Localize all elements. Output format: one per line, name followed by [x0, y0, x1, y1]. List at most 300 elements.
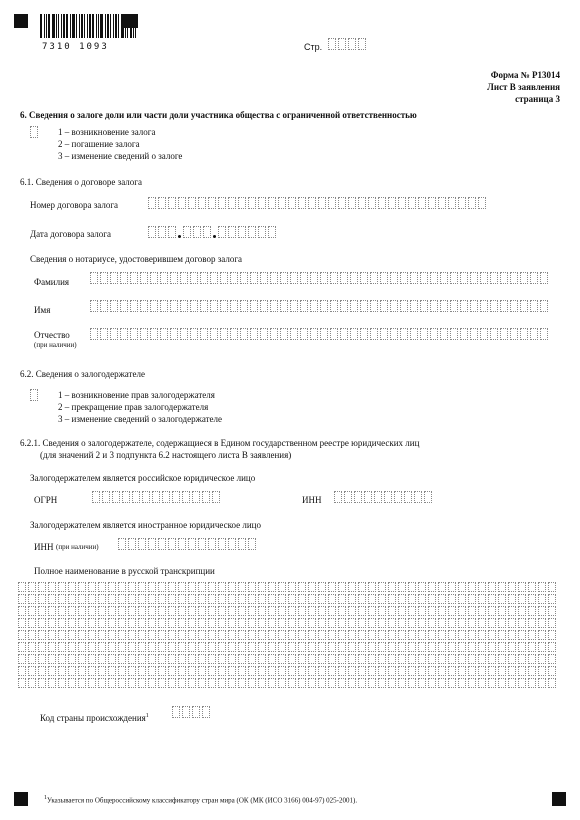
- input-cell[interactable]: [248, 630, 256, 640]
- input-cell[interactable]: [390, 328, 398, 340]
- input-cell[interactable]: [298, 678, 306, 688]
- input-cell[interactable]: [220, 328, 228, 340]
- input-cell[interactable]: [280, 300, 288, 312]
- input-cell[interactable]: [360, 272, 368, 284]
- input-cell[interactable]: [158, 666, 166, 676]
- input-cell[interactable]: [338, 606, 346, 616]
- input-cell[interactable]: [248, 538, 256, 550]
- input-cell[interactable]: [138, 642, 146, 652]
- input-cell[interactable]: [328, 606, 336, 616]
- input-cell[interactable]: [288, 642, 296, 652]
- input-cell[interactable]: [102, 491, 110, 503]
- input-cell[interactable]: [228, 618, 236, 628]
- input-cell[interactable]: [488, 654, 496, 664]
- input-cell[interactable]: [358, 582, 366, 592]
- page-number-cells[interactable]: [328, 38, 368, 50]
- input-cell[interactable]: [258, 666, 266, 676]
- input-cell[interactable]: [520, 328, 528, 340]
- input-cell[interactable]: [178, 642, 186, 652]
- input-cell[interactable]: [310, 300, 318, 312]
- input-cell[interactable]: [458, 618, 466, 628]
- input-cell[interactable]: [148, 630, 156, 640]
- input-cell[interactable]: [138, 630, 146, 640]
- input-cell[interactable]: [358, 666, 366, 676]
- input-cell[interactable]: [192, 491, 200, 503]
- input-cell[interactable]: [170, 328, 178, 340]
- input-cell[interactable]: [508, 678, 516, 688]
- input-cell[interactable]: [548, 618, 556, 628]
- input-cell[interactable]: [208, 606, 216, 616]
- input-cell[interactable]: [120, 272, 128, 284]
- input-cell[interactable]: [200, 272, 208, 284]
- input-cell[interactable]: [88, 642, 96, 652]
- input-cell[interactable]: [120, 328, 128, 340]
- input-cell[interactable]: [438, 642, 446, 652]
- input-cell[interactable]: [140, 272, 148, 284]
- input-cell[interactable]: [172, 491, 180, 503]
- input-cell[interactable]: [380, 272, 388, 284]
- input-cell[interactable]: [278, 642, 286, 652]
- input-cell[interactable]: [548, 630, 556, 640]
- input-cell[interactable]: [528, 642, 536, 652]
- input-cell[interactable]: [168, 594, 176, 604]
- input-cell[interactable]: [508, 642, 516, 652]
- input-cell[interactable]: [548, 582, 556, 592]
- input-cell[interactable]: [88, 618, 96, 628]
- input-cell[interactable]: [368, 197, 376, 209]
- input-cell[interactable]: [458, 678, 466, 688]
- input-cell[interactable]: [508, 666, 516, 676]
- input-cell[interactable]: [348, 678, 356, 688]
- input-cell[interactable]: [278, 582, 286, 592]
- input-cell[interactable]: [418, 654, 426, 664]
- input-cell[interactable]: [358, 606, 366, 616]
- input-cell[interactable]: [188, 654, 196, 664]
- input-cell[interactable]: [338, 594, 346, 604]
- input-cell[interactable]: [368, 666, 376, 676]
- input-cell[interactable]: [158, 606, 166, 616]
- input-cell[interactable]: [138, 582, 146, 592]
- input-cell[interactable]: [478, 654, 486, 664]
- input-cell[interactable]: [148, 197, 156, 209]
- input-cell[interactable]: [538, 666, 546, 676]
- input-cell[interactable]: [18, 606, 26, 616]
- input-cell[interactable]: [428, 654, 436, 664]
- input-cell[interactable]: [48, 618, 56, 628]
- input-cell[interactable]: [330, 272, 338, 284]
- input-cell[interactable]: [198, 606, 206, 616]
- input-cell[interactable]: [518, 606, 526, 616]
- input-cell[interactable]: [68, 654, 76, 664]
- input-cell[interactable]: [98, 666, 106, 676]
- input-cell[interactable]: [258, 654, 266, 664]
- input-cell[interactable]: [268, 642, 276, 652]
- input-cell[interactable]: [158, 630, 166, 640]
- input-cell[interactable]: [480, 300, 488, 312]
- input-cell[interactable]: [90, 272, 98, 284]
- input-cell[interactable]: [230, 328, 238, 340]
- input-cell[interactable]: [158, 594, 166, 604]
- input-cell[interactable]: [268, 630, 276, 640]
- input-cell[interactable]: [320, 328, 328, 340]
- input-cell[interactable]: [358, 678, 366, 688]
- input-cell[interactable]: [414, 491, 422, 503]
- input-cell[interactable]: [228, 606, 236, 616]
- input-cell[interactable]: [178, 538, 186, 550]
- input-cell[interactable]: [28, 606, 36, 616]
- input-cell[interactable]: [268, 654, 276, 664]
- input-cell[interactable]: [318, 606, 326, 616]
- input-cell[interactable]: [78, 630, 86, 640]
- input-cell[interactable]: [88, 594, 96, 604]
- input-cell[interactable]: [180, 272, 188, 284]
- input-cell[interactable]: [18, 642, 26, 652]
- name-cells[interactable]: [90, 300, 550, 312]
- input-cell[interactable]: [450, 272, 458, 284]
- input-cell[interactable]: [378, 197, 386, 209]
- input-cell[interactable]: [320, 272, 328, 284]
- input-cell[interactable]: [208, 618, 216, 628]
- input-cell[interactable]: [498, 666, 506, 676]
- input-cell[interactable]: [418, 678, 426, 688]
- input-cell[interactable]: [318, 678, 326, 688]
- input-cell[interactable]: [288, 666, 296, 676]
- input-cell[interactable]: [288, 678, 296, 688]
- input-cell[interactable]: [508, 582, 516, 592]
- input-cell[interactable]: [530, 272, 538, 284]
- input-cell[interactable]: [128, 594, 136, 604]
- foreign-inn-cells[interactable]: [118, 538, 258, 550]
- input-cell[interactable]: [440, 328, 448, 340]
- input-cell[interactable]: [240, 272, 248, 284]
- input-cell[interactable]: [388, 678, 396, 688]
- input-cell[interactable]: [158, 618, 166, 628]
- input-cell[interactable]: [350, 300, 358, 312]
- input-cell[interactable]: [110, 272, 118, 284]
- input-cell[interactable]: [438, 618, 446, 628]
- input-cell[interactable]: [168, 630, 176, 640]
- ogrn-cells[interactable]: [92, 491, 222, 503]
- input-cell[interactable]: [88, 666, 96, 676]
- input-cell[interactable]: [358, 642, 366, 652]
- input-cell[interactable]: [538, 642, 546, 652]
- input-cell[interactable]: [518, 594, 526, 604]
- input-cell[interactable]: [288, 654, 296, 664]
- input-cell[interactable]: [58, 606, 66, 616]
- input-cell[interactable]: [328, 582, 336, 592]
- input-cell[interactable]: [518, 678, 526, 688]
- input-cell[interactable]: [468, 618, 476, 628]
- input-cell[interactable]: [368, 618, 376, 628]
- input-cell[interactable]: [208, 666, 216, 676]
- input-cell[interactable]: [58, 654, 66, 664]
- input-cell[interactable]: [28, 666, 36, 676]
- input-cell[interactable]: [162, 491, 170, 503]
- input-cell[interactable]: [340, 300, 348, 312]
- input-cell[interactable]: [188, 197, 196, 209]
- input-cell[interactable]: [38, 618, 46, 628]
- input-cell[interactable]: [518, 654, 526, 664]
- input-cell[interactable]: [418, 197, 426, 209]
- input-cell[interactable]: [230, 300, 238, 312]
- input-cell[interactable]: [328, 678, 336, 688]
- input-cell[interactable]: [388, 618, 396, 628]
- contract-number-cells[interactable]: [148, 197, 488, 209]
- input-cell[interactable]: [398, 594, 406, 604]
- input-cell[interactable]: [188, 606, 196, 616]
- input-cell[interactable]: [130, 300, 138, 312]
- input-cell[interactable]: [228, 666, 236, 676]
- input-cell[interactable]: [28, 630, 36, 640]
- input-cell[interactable]: [188, 642, 196, 652]
- input-cell[interactable]: [400, 272, 408, 284]
- input-cell[interactable]: [168, 538, 176, 550]
- input-cell[interactable]: [468, 642, 476, 652]
- input-cell[interactable]: [430, 272, 438, 284]
- input-cell[interactable]: [18, 594, 26, 604]
- input-cell[interactable]: [368, 678, 376, 688]
- input-cell[interactable]: [428, 666, 436, 676]
- input-cell[interactable]: [108, 666, 116, 676]
- input-cell[interactable]: [268, 594, 276, 604]
- input-cell[interactable]: [48, 594, 56, 604]
- input-cell[interactable]: [318, 654, 326, 664]
- input-cell[interactable]: [448, 654, 456, 664]
- input-cell[interactable]: [208, 642, 216, 652]
- input-cell[interactable]: [268, 606, 276, 616]
- input-cell[interactable]: [118, 654, 126, 664]
- input-cell[interactable]: [178, 618, 186, 628]
- input-cell[interactable]: [250, 272, 258, 284]
- input-cell[interactable]: [278, 666, 286, 676]
- input-cell[interactable]: [298, 594, 306, 604]
- input-cell[interactable]: [218, 582, 226, 592]
- input-cell[interactable]: [168, 678, 176, 688]
- input-cell[interactable]: [132, 491, 140, 503]
- input-cell[interactable]: [348, 642, 356, 652]
- input-cell[interactable]: [428, 197, 436, 209]
- input-cell[interactable]: [308, 630, 316, 640]
- input-cell[interactable]: [398, 606, 406, 616]
- input-cell[interactable]: [368, 606, 376, 616]
- input-cell[interactable]: [260, 328, 268, 340]
- input-cell[interactable]: [448, 630, 456, 640]
- input-cell[interactable]: [98, 582, 106, 592]
- input-cell[interactable]: [168, 197, 176, 209]
- input-cell[interactable]: [430, 300, 438, 312]
- input-cell[interactable]: [78, 654, 86, 664]
- input-cell[interactable]: [448, 197, 456, 209]
- input-cell[interactable]: [438, 594, 446, 604]
- input-cell[interactable]: [548, 606, 556, 616]
- input-cell[interactable]: [528, 582, 536, 592]
- input-cell[interactable]: [308, 197, 316, 209]
- input-cell[interactable]: [478, 642, 486, 652]
- input-cell[interactable]: [338, 642, 346, 652]
- input-cell[interactable]: [518, 582, 526, 592]
- input-cell[interactable]: [508, 630, 516, 640]
- input-cell[interactable]: [240, 328, 248, 340]
- input-cell[interactable]: [98, 618, 106, 628]
- input-cell[interactable]: [158, 678, 166, 688]
- input-cell[interactable]: [100, 272, 108, 284]
- input-cell[interactable]: [218, 594, 226, 604]
- input-cell[interactable]: [228, 642, 236, 652]
- input-cell[interactable]: [490, 300, 498, 312]
- input-cell[interactable]: [328, 594, 336, 604]
- input-cell[interactable]: [468, 666, 476, 676]
- input-cell[interactable]: [438, 666, 446, 676]
- contract-date-cells[interactable]: [148, 226, 278, 238]
- input-cell[interactable]: [328, 197, 336, 209]
- input-cell[interactable]: [388, 582, 396, 592]
- input-cell[interactable]: [448, 582, 456, 592]
- input-cell[interactable]: [388, 654, 396, 664]
- input-cell[interactable]: [90, 300, 98, 312]
- input-cell[interactable]: [360, 300, 368, 312]
- input-cell[interactable]: [358, 197, 366, 209]
- input-cell[interactable]: [298, 618, 306, 628]
- input-cell[interactable]: [398, 654, 406, 664]
- input-cell[interactable]: [528, 666, 536, 676]
- input-cell[interactable]: [488, 606, 496, 616]
- input-cell[interactable]: [192, 706, 200, 718]
- input-cell[interactable]: [68, 678, 76, 688]
- input-cell[interactable]: [182, 706, 190, 718]
- input-cell[interactable]: [520, 272, 528, 284]
- input-cell[interactable]: [188, 630, 196, 640]
- input-cell[interactable]: [150, 272, 158, 284]
- input-cell[interactable]: [170, 272, 178, 284]
- input-cell[interactable]: [128, 654, 136, 664]
- input-cell[interactable]: [388, 594, 396, 604]
- input-cell[interactable]: [458, 642, 466, 652]
- input-cell[interactable]: [248, 654, 256, 664]
- input-cell[interactable]: [110, 300, 118, 312]
- input-cell[interactable]: [258, 197, 266, 209]
- input-cell[interactable]: [440, 272, 448, 284]
- input-cell[interactable]: [368, 582, 376, 592]
- input-cell[interactable]: [368, 654, 376, 664]
- input-cell[interactable]: [420, 272, 428, 284]
- input-cell[interactable]: [298, 654, 306, 664]
- input-cell[interactable]: [528, 594, 536, 604]
- input-cell[interactable]: [388, 197, 396, 209]
- input-cell[interactable]: [168, 654, 176, 664]
- input-cell[interactable]: [238, 642, 246, 652]
- input-cell[interactable]: [470, 328, 478, 340]
- patronymic-cells[interactable]: [90, 328, 550, 340]
- input-cell[interactable]: [478, 666, 486, 676]
- input-cell[interactable]: [500, 272, 508, 284]
- input-cell[interactable]: [118, 630, 126, 640]
- input-cell[interactable]: [518, 666, 526, 676]
- input-cell[interactable]: [428, 594, 436, 604]
- input-cell[interactable]: [390, 300, 398, 312]
- input-cell[interactable]: [448, 666, 456, 676]
- input-cell[interactable]: [328, 654, 336, 664]
- input-cell[interactable]: [28, 594, 36, 604]
- input-cell[interactable]: [318, 618, 326, 628]
- input-cell[interactable]: [28, 654, 36, 664]
- input-cell[interactable]: [288, 618, 296, 628]
- input-cell[interactable]: [460, 300, 468, 312]
- input-cell[interactable]: [108, 678, 116, 688]
- input-cell[interactable]: [420, 328, 428, 340]
- input-cell[interactable]: [368, 642, 376, 652]
- input-cell[interactable]: [100, 300, 108, 312]
- input-cell[interactable]: [30, 389, 38, 401]
- input-cell[interactable]: [354, 491, 362, 503]
- input-cell[interactable]: [528, 618, 536, 628]
- input-cell[interactable]: [208, 538, 216, 550]
- input-cell[interactable]: [538, 582, 546, 592]
- input-cell[interactable]: [418, 666, 426, 676]
- input-cell[interactable]: [88, 630, 96, 640]
- input-cell[interactable]: [138, 666, 146, 676]
- input-cell[interactable]: [68, 642, 76, 652]
- input-cell[interactable]: [98, 630, 106, 640]
- input-cell[interactable]: [458, 197, 466, 209]
- input-cell[interactable]: [378, 666, 386, 676]
- input-cell[interactable]: [308, 642, 316, 652]
- input-cell[interactable]: [508, 594, 516, 604]
- input-cell[interactable]: [238, 666, 246, 676]
- input-cell[interactable]: [280, 272, 288, 284]
- input-cell[interactable]: [200, 328, 208, 340]
- input-cell[interactable]: [128, 642, 136, 652]
- input-cell[interactable]: [380, 328, 388, 340]
- input-cell[interactable]: [88, 654, 96, 664]
- input-cell[interactable]: [300, 272, 308, 284]
- input-cell[interactable]: [398, 197, 406, 209]
- input-cell[interactable]: [108, 618, 116, 628]
- input-cell[interactable]: [128, 666, 136, 676]
- input-cell[interactable]: [408, 630, 416, 640]
- input-cell[interactable]: [468, 197, 476, 209]
- input-cell[interactable]: [510, 272, 518, 284]
- input-cell[interactable]: [208, 678, 216, 688]
- input-cell[interactable]: [108, 582, 116, 592]
- country-code-cells[interactable]: [172, 706, 212, 718]
- input-cell[interactable]: [48, 666, 56, 676]
- input-cell[interactable]: [38, 606, 46, 616]
- input-cell[interactable]: [168, 582, 176, 592]
- input-cell[interactable]: [278, 606, 286, 616]
- input-cell[interactable]: [508, 654, 516, 664]
- input-cell[interactable]: [38, 630, 46, 640]
- input-cell[interactable]: [328, 38, 336, 50]
- input-cell[interactable]: [170, 300, 178, 312]
- input-cell[interactable]: [218, 618, 226, 628]
- input-cell[interactable]: [340, 272, 348, 284]
- input-cell[interactable]: [340, 328, 348, 340]
- input-cell[interactable]: [212, 491, 220, 503]
- input-cell[interactable]: [188, 678, 196, 688]
- input-cell[interactable]: [128, 678, 136, 688]
- input-cell[interactable]: [88, 606, 96, 616]
- input-cell[interactable]: [290, 272, 298, 284]
- input-cell[interactable]: [298, 630, 306, 640]
- input-cell[interactable]: [378, 630, 386, 640]
- input-cell[interactable]: [538, 630, 546, 640]
- input-cell[interactable]: [478, 630, 486, 640]
- input-cell[interactable]: [410, 300, 418, 312]
- input-cell[interactable]: [228, 654, 236, 664]
- input-cell[interactable]: [398, 678, 406, 688]
- input-cell[interactable]: [448, 678, 456, 688]
- input-cell[interactable]: [150, 300, 158, 312]
